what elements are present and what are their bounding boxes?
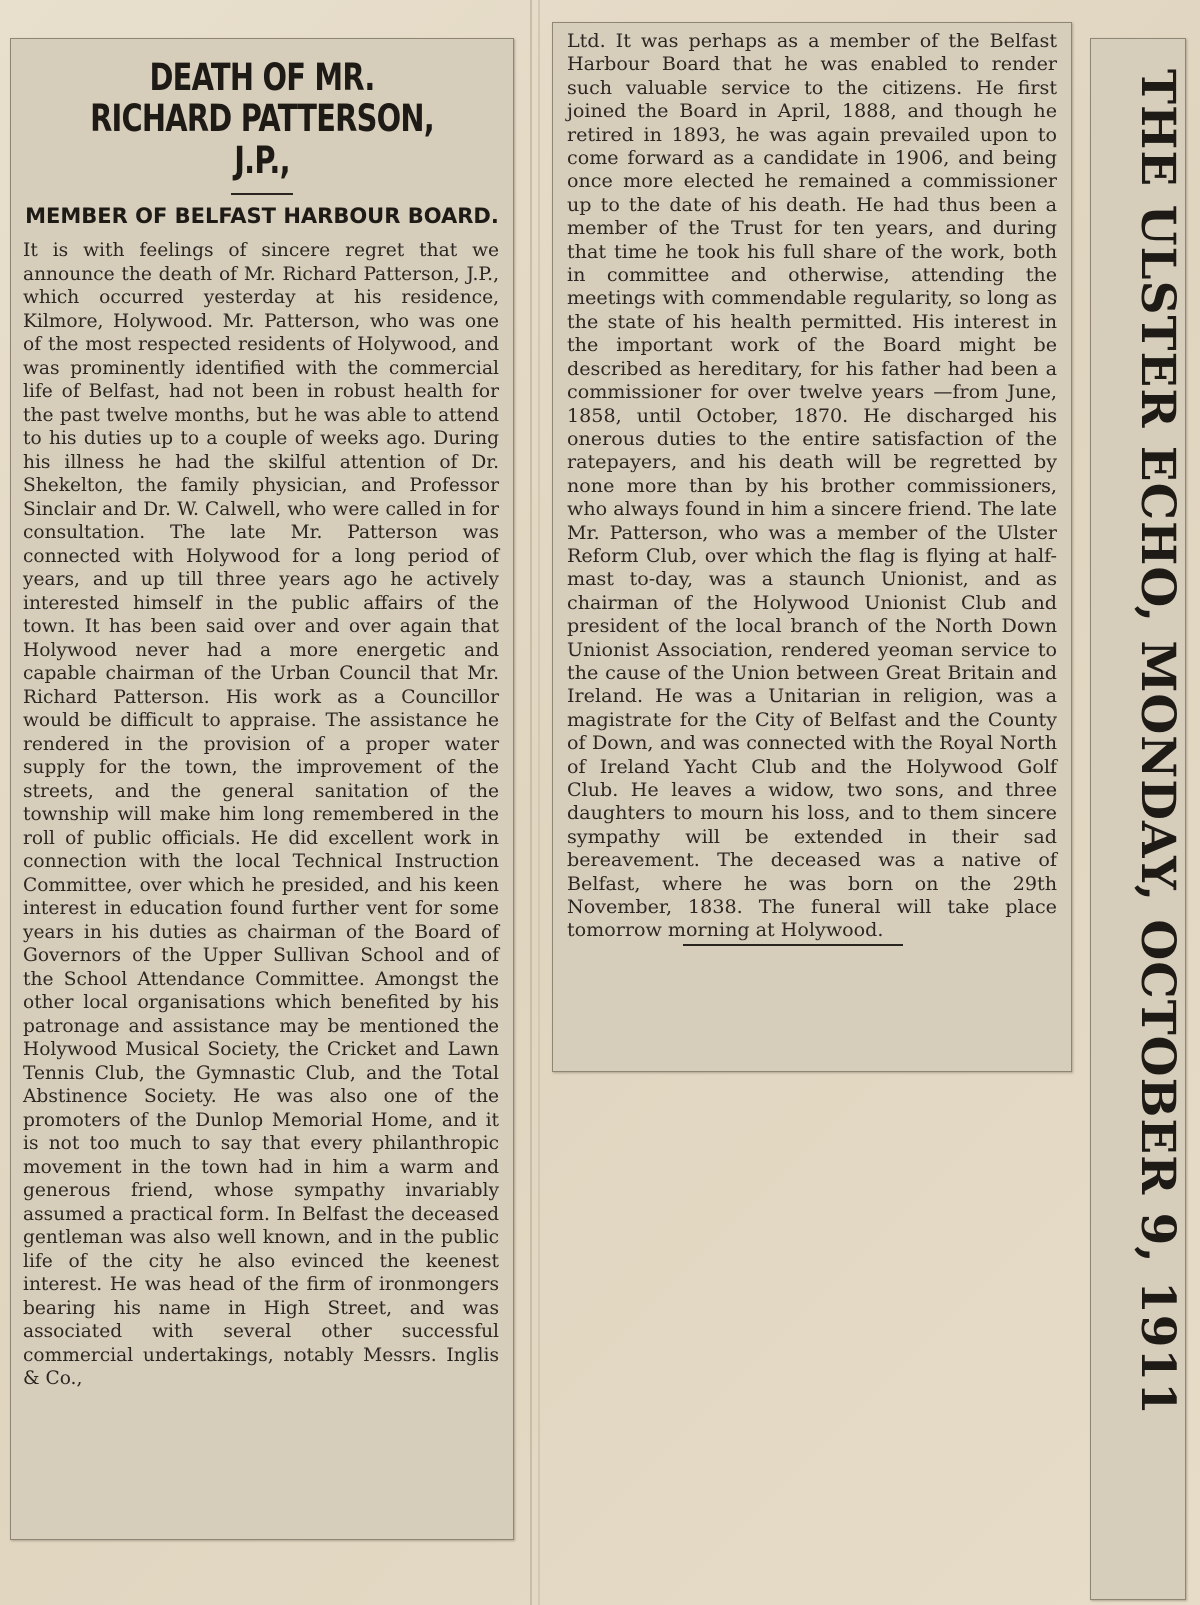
clipping-column-1 — [10, 38, 514, 1540]
newspaper-masthead-date: THE ULSTER ECHO, MONDAY, OCTOBER 9, 1911 — [1130, 69, 1185, 1416]
page-fold-line — [530, 0, 532, 1605]
article-end-rule — [683, 944, 903, 946]
headline-divider — [231, 193, 293, 195]
clipping-column-2 — [552, 22, 1072, 1072]
masthead-clipping — [1090, 38, 1186, 1600]
article-headline: DEATH OF MR. RICHARD PATTERSON, J.P., — [90, 56, 434, 182]
page-fold-line — [538, 0, 540, 1605]
article-body-column-2: Ltd. It was perhaps as a member of the Belfast Harbour Board that he was enabled to render such valuable service to the citizens. He first joined the Board in April, 1888, and though he retired in 1893, he was again prevailed upon to come forward as a candidate in 1906, and being once more elected he remained a commissioner up to the date of his death. He had thus been a member of the Trust for ten years, and during that time he took his full share of the work, both in committee and otherwise, attending the meetings with commendable regularity, so long as the state of his health permitted. His interest in the important work of the Board might be described as hereditary, for his father had been a commissioner for over twelve years —from June, 1858, until October, 1870. He discharged his onerous duties to the entire satisfaction of the ratepayers, and his death will be regretted by none more than by his brother commissioners, who always found in him a sincere friend. The late Mr. Patterson, who was a member of the Ulster Reform Club, over which the flag is flying at half-mast to-day, was a staunch Unionist, and as chairman of the Holywood Unionist Club and president of the local branch of the North Down Unionist Association, rendered yeoman service to the cause of the Union between Great Britain and Ireland. He was a Unitarian in religion, was a magistrate for the City of Belfast and the County of Down, and was connected with the Royal North of Ireland Yacht Club and the Holywood Golf Club. He leaves a widow, two sons, and three daughters to mourn his loss, and to them sincere sympathy will be extended in their sad bereavement. The deceased was a native of Belfast, where he was born on the 29th November, 1838. The funeral will take place tomorrow morning at Holywood. — [567, 29, 1057, 942]
article-subheadline: MEMBER OF BELFAST HARBOUR BOARD. — [25, 204, 499, 229]
article-body-column-1: It is with feelings of sincere regret that we announce the death of Mr. Richard Patterson, J.P., which occurred yesterday at his residence, Kilmore, Holywood. Mr. Patterson, who was one of the most respected residents of Holywood, and was prominently identified with the commercial life of Belfast, had not been in robust health for the past twelve months, but he was able to attend to his duties up to a couple of weeks ago. During his illness he had the skilful attention of Dr. Shekelton, the family physician, and Professor Sinclair and Dr. W. Calwell, who were called in for consultation. The late Mr. Patterson was connected with Holywood for a long period of years, and up till three years ago he actively interested himself in the public affairs of the town. It has been said over and over again that Holywood never had a more energetic and capable chairman of the Urban Council that Mr. Richard Patterson. His work as a Councillor would be difficult to appraise. The assistance he rendered in the provision of a proper water supply for the town, the improvement of the streets, and the general sanitation of the township will make him long remembered in the roll of public officials. He did excellent work in connection with the local Technical Instruction Committee, over which he presided, and his keen interest in education found further vent for some years in his duties as chairman of the Board of Governors of the Upper Sullivan School and of the School Attendance Committee. Amongst the other local organisations which benefited by his patronage and assistance may be mentioned the Holywood Musical Society, the Cricket and Lawn Tennis Club, the Gymnastic Club, and the Total Abstinence Society. He was also one of the promoters of the Dunlop Memorial Home, and it is not too much to say that every philanthropic movement in the town had in him a warm and generous friend, whose sympathy invariably assumed a practical form. In Belfast the deceased gentleman was also well known, and in the public life of the city he also evinced the keenest interest. He was head of the firm of ironmongers bearing his name in High Street, and was associated with several other successful commercial undertakings, notably Messrs. Inglis & Co., — [23, 240, 499, 1390]
